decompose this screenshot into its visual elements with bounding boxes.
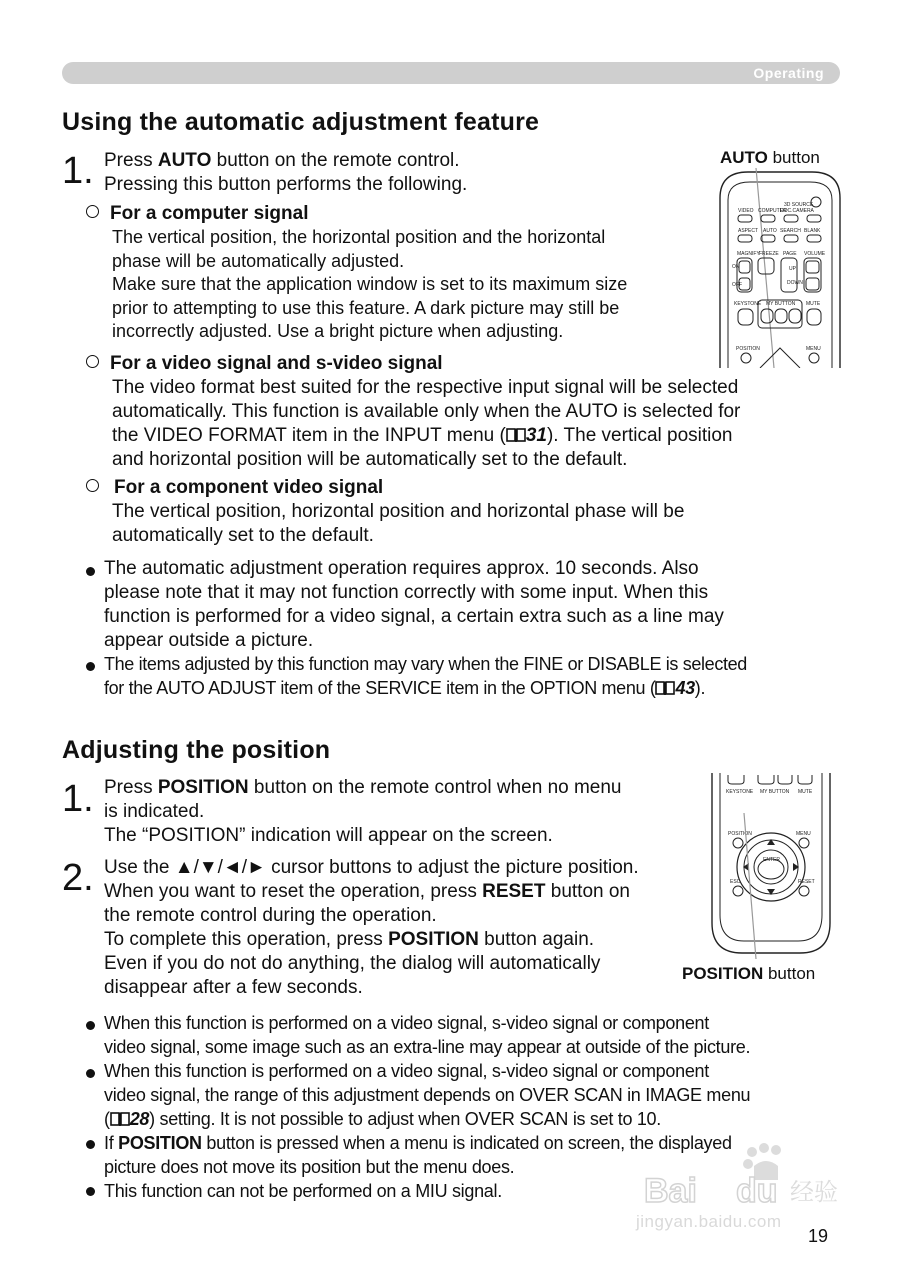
bullet-dot-icon (86, 1017, 95, 1035)
subheading-component-signal: For a component video signal (86, 477, 383, 499)
svg-text:AUTO: AUTO (763, 228, 777, 234)
svg-text:MUTE: MUTE (798, 789, 813, 795)
svg-text:du: du (736, 1172, 778, 1210)
svg-text:KEYSTONE: KEYSTONE (734, 301, 762, 307)
step2-position-text: Use the ▲/▼/◄/► cursor buttons to adjust the picture position. When you want to reset the operation, press RESET button on the remote control during the operation. To complete this operation, press POSITION button again. Even if you do not do anything, the dialog will automatically disappear after a few seconds. (104, 857, 639, 998)
remote-control-position-illustration (708, 773, 834, 959)
section-title-position: Adjusting the position (62, 736, 331, 764)
note-auto-adjust-time: The automatic adjustment operation requires approx. 10 seconds. Also please note that it may not function correctly with some input. When this function is performed for a video signal, a certain extra such as a line may appear outside a picture. (104, 558, 724, 651)
svg-text:FREEZE: FREEZE (759, 251, 779, 257)
circle-bullet-icon (86, 355, 99, 368)
svg-text:VOLUME: VOLUME (804, 251, 826, 257)
svg-text:MY BUTTON: MY BUTTON (766, 301, 796, 307)
bullet-dot-icon (86, 1136, 95, 1154)
computer-signal-text: The vertical position, the horizontal position and the horizontal phase will be automatically adjusted. Make sure that the application window is set to its maximum size prior to attempting to use this feature. A dark picture may still be incorrectly adjusted. Use a bright picture when adjusting. (112, 227, 628, 341)
remote-control-auto-illustration (718, 168, 842, 368)
watermark-logo (640, 1140, 850, 1220)
component-signal-text: The vertical position, horizontal position and horizontal phase will be automatically set to the default. (112, 501, 685, 546)
svg-text:VIDEO: VIDEO (738, 208, 754, 214)
watermark-url: jingyan.baidu.com (636, 1212, 782, 1231)
svg-text:RESET: RESET (798, 879, 815, 885)
svg-text:MY BUTTON: MY BUTTON (760, 789, 790, 795)
remote-caption-position: POSITION button (682, 964, 816, 983)
svg-text:COMPUTER: COMPUTER (758, 208, 787, 214)
step1-position-text: Press POSITION button on the remote control when no menu is indicated. The “POSITION” indication will appear on the screen. (104, 777, 622, 846)
position-notes: When this function is performed on a video signal, s-video signal or component video signal, some image such as an extra-line may appear at outside of the picture. When this function is performed on a video signal, s-video signal or component video signal, the range of this adjustment depends on OVER SCAN in IMAGE menu ( 28) setting. It is not possible to adjust when OVER SCAN is set to 10. If POSITION button is pressed when a menu is indicated on screen, the displayed picture does not move its position but the menu does. This function can not be performed on a MIU signal. (104, 1013, 751, 1201)
svg-text:MENU: MENU (796, 831, 811, 837)
manual-reference-book-icon (506, 427, 526, 443)
svg-text:PAGE: PAGE (783, 251, 797, 257)
svg-text:UP: UP (789, 266, 796, 272)
step1-text: Press AUTO button on the remote control. Pressing this button performs the following. (104, 150, 468, 195)
svg-text:DOWN: DOWN (787, 280, 803, 286)
manual-reference-book-icon (110, 1111, 130, 1127)
svg-text:ON: ON (732, 264, 740, 270)
section-title-auto-adjust: Using the automatic adjustment feature (62, 108, 540, 136)
svg-text:ASPECT: ASPECT (738, 228, 759, 234)
bullet-dot-icon (86, 1183, 95, 1201)
section-header-bar (62, 62, 840, 84)
circle-bullet-icon (86, 479, 99, 492)
note-auto-adjust-items: The items adjusted by this function may vary when the FINE or DISABLE is selected for the AUTO ADJUST item of the SERVICE item in the OPTION menu ( 43). (104, 654, 747, 698)
bullet-dot-icon (86, 658, 95, 676)
manual-reference-book-icon (655, 680, 675, 696)
svg-text:BLANK: BLANK (804, 228, 821, 234)
section-label: Operating (753, 65, 824, 81)
page-reference[interactable]: 31 (525, 425, 547, 446)
step-number: 1. (62, 778, 94, 820)
circle-bullet-icon (86, 205, 99, 218)
svg-text:MUTE: MUTE (806, 301, 821, 307)
svg-text:经验: 经验 (790, 1178, 838, 1206)
subheading-computer-signal: For a computer signal (86, 203, 308, 225)
step-number: 2. (62, 857, 94, 899)
svg-text:SEARCH: SEARCH (780, 228, 801, 234)
svg-text:OFF: OFF (732, 282, 742, 288)
svg-text:ENTER: ENTER (763, 857, 780, 863)
svg-text:POSITION: POSITION (736, 346, 760, 352)
step-number: 1. (62, 150, 94, 192)
svg-text:Bai: Bai (644, 1172, 697, 1210)
page-reference[interactable]: 43 (675, 678, 695, 698)
svg-text:ESC: ESC (730, 879, 741, 885)
svg-text:KEYSTONE: KEYSTONE (726, 789, 754, 795)
page-number: 19 (808, 1226, 829, 1246)
svg-text:MENU: MENU (806, 346, 821, 352)
page-reference[interactable]: 28 (129, 1109, 150, 1129)
svg-text:3D SOURCE: 3D SOURCE (784, 202, 814, 208)
bullet-dot-icon (86, 1065, 95, 1083)
svg-text:POSITION: POSITION (728, 831, 752, 837)
remote-caption-auto: AUTO button (720, 148, 820, 167)
svg-text:MAGNIFY: MAGNIFY (737, 251, 760, 257)
subheading-video-signal: For a video signal and s-video signal (86, 353, 443, 375)
video-signal-text: The video format best suited for the respective input signal will be selected automatically. This function is available only when the AUTO is selected for the VIDEO FORMAT item in the INPUT menu ( 31). The vertical position and horizontal position will be automatically set to the default. (112, 377, 741, 470)
svg-text:DOC.CAMERA: DOC.CAMERA (780, 208, 814, 214)
bullet-dot-icon (86, 563, 95, 581)
